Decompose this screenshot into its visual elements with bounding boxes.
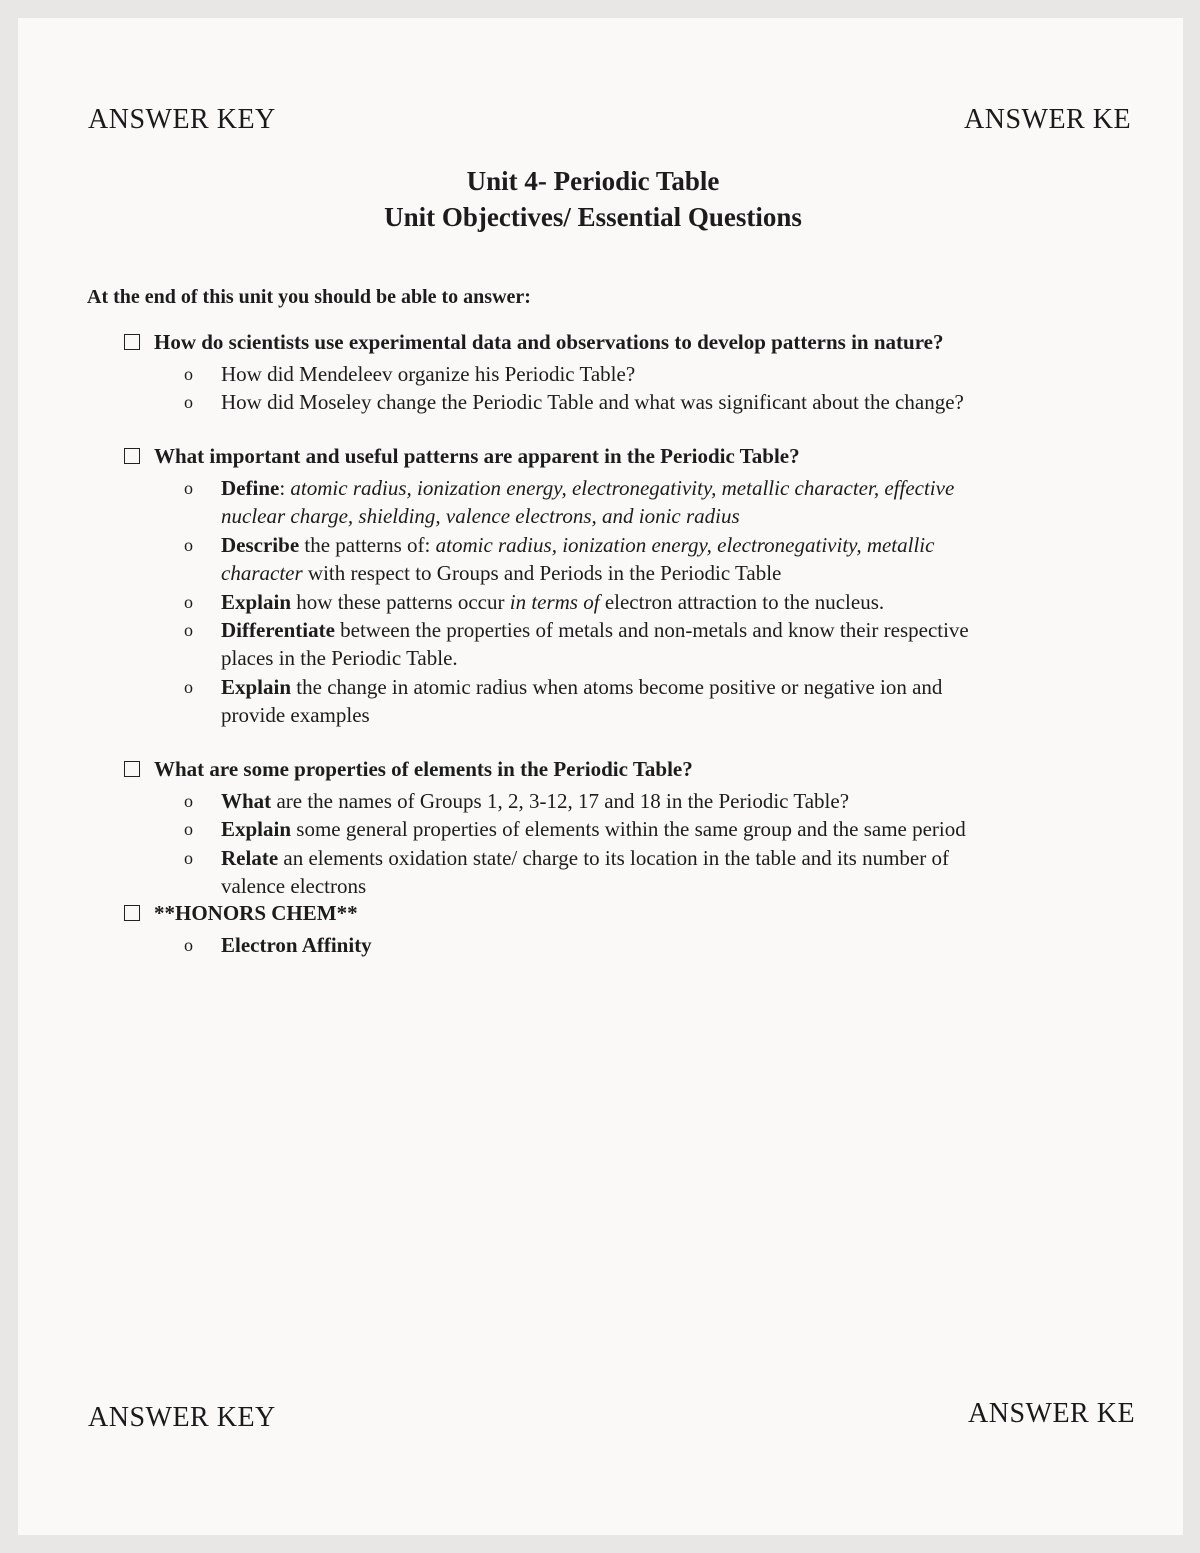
bullet-icon: o [184, 392, 193, 412]
keyword: Explain [221, 590, 292, 614]
checkbox-icon[interactable] [124, 905, 140, 921]
answer-key-bottom-left: ANSWER KEY [88, 1402, 276, 1433]
question-text: What important and useful patterns are apparent in the Periodic Table? [154, 444, 800, 468]
bullet-icon: o [184, 535, 193, 555]
bullet-icon: o [184, 935, 193, 955]
unit-subtitle: Unit Objectives/ Essential Questions [384, 202, 802, 232]
bullet-icon: o [184, 791, 193, 811]
keyword: Explain [221, 675, 292, 699]
list-item-text: How did Mendeleev organize his Periodic Table? [221, 362, 636, 386]
answer-key-top-left: ANSWER KEY [88, 104, 276, 135]
question-text: What are some properties of elements in the Periodic Table? [154, 757, 693, 781]
bullet-icon: o [184, 819, 193, 839]
keyword: Differentiate [221, 618, 335, 642]
intro-text: At the end of this unit you should be able to answer: [87, 286, 531, 308]
question-text: **HONORS CHEM** [154, 901, 358, 925]
list-item-text: How did Moseley change the Periodic Table and what was significant about the change? [221, 390, 964, 414]
keyword: Electron Affinity [221, 933, 372, 957]
keyword: Relate [221, 846, 279, 870]
keyword: What [221, 789, 272, 813]
answer-key-bottom-right: ANSWER KE [968, 1398, 1136, 1429]
bullet-icon: o [184, 478, 193, 498]
question-4-honors [124, 901, 358, 926]
checkbox-icon[interactable] [124, 448, 140, 464]
bullet-icon: o [184, 620, 193, 640]
document-page: ANSWER KEY ANSWER KE Unit 4- Periodic Table Unit Objectives/ Essential Questions At the end of this unit you should be able to answer: How do scientists use experimental data and observations to develop patterns in nature? o How did Mendeleev organize his Periodic Table? o How did Moseley change the Periodic Table and what was significant about the change? What important and useful patterns are apparent in the Periodic Table? o Define: atomic radius, ionization energy, electronegativity, metallic character, effective nuclear charge, shielding, valence electrons, and ionic radius o Describe the patterns of: atomic radius, ionization energy, electronegativity, metallic character with respect to Groups and Periods in the Periodic Table o Explain how these patterns occur in terms of electron attraction to the nucleus. o Differentiate between the properties of metals and non-metals and know their respective places in the Periodic Table. o Explain the change in atomic radius when atoms become positive or negative ion and provide examples What are some properties of elements in the Periodic Table? o What are the names of Groups 1, 2, 3-12, 17 and 18 in the Periodic Table? o Explain some general properties of elements within the same group and the same period o Relate an elements oxidation state/ charge to its location in the table and its number of valence electrons **HONORS CHEM** o Electron Affinity ANSWER KEY ANSWER KE [18, 18, 1183, 1535]
term-list: atomic radius, ionization energy, electronegativity, metallic character, effective [290, 476, 955, 500]
answer-key-top-right: ANSWER KE [964, 104, 1132, 135]
keyword: Describe [221, 533, 300, 557]
bullet-icon: o [184, 848, 193, 868]
bullet-icon: o [184, 592, 193, 612]
question-text: How do scientists use experimental data and observations to develop patterns in nature? [154, 330, 944, 354]
question-1 [124, 330, 943, 355]
question-3 [124, 757, 693, 782]
bullet-icon: o [184, 677, 193, 697]
term-list: atomic radius, ionization energy, electronegativity, metallic [435, 533, 935, 557]
checkbox-icon[interactable] [124, 334, 140, 350]
keyword: Explain [221, 817, 292, 841]
bullet-icon: o [184, 364, 193, 384]
unit-title: Unit 4- Periodic Table [466, 166, 720, 196]
checkbox-icon[interactable] [124, 761, 140, 777]
term-list: nuclear charge, shielding, valence electrons, and ionic radius [221, 504, 740, 528]
keyword: Define [221, 476, 280, 500]
question-2 [124, 444, 800, 469]
